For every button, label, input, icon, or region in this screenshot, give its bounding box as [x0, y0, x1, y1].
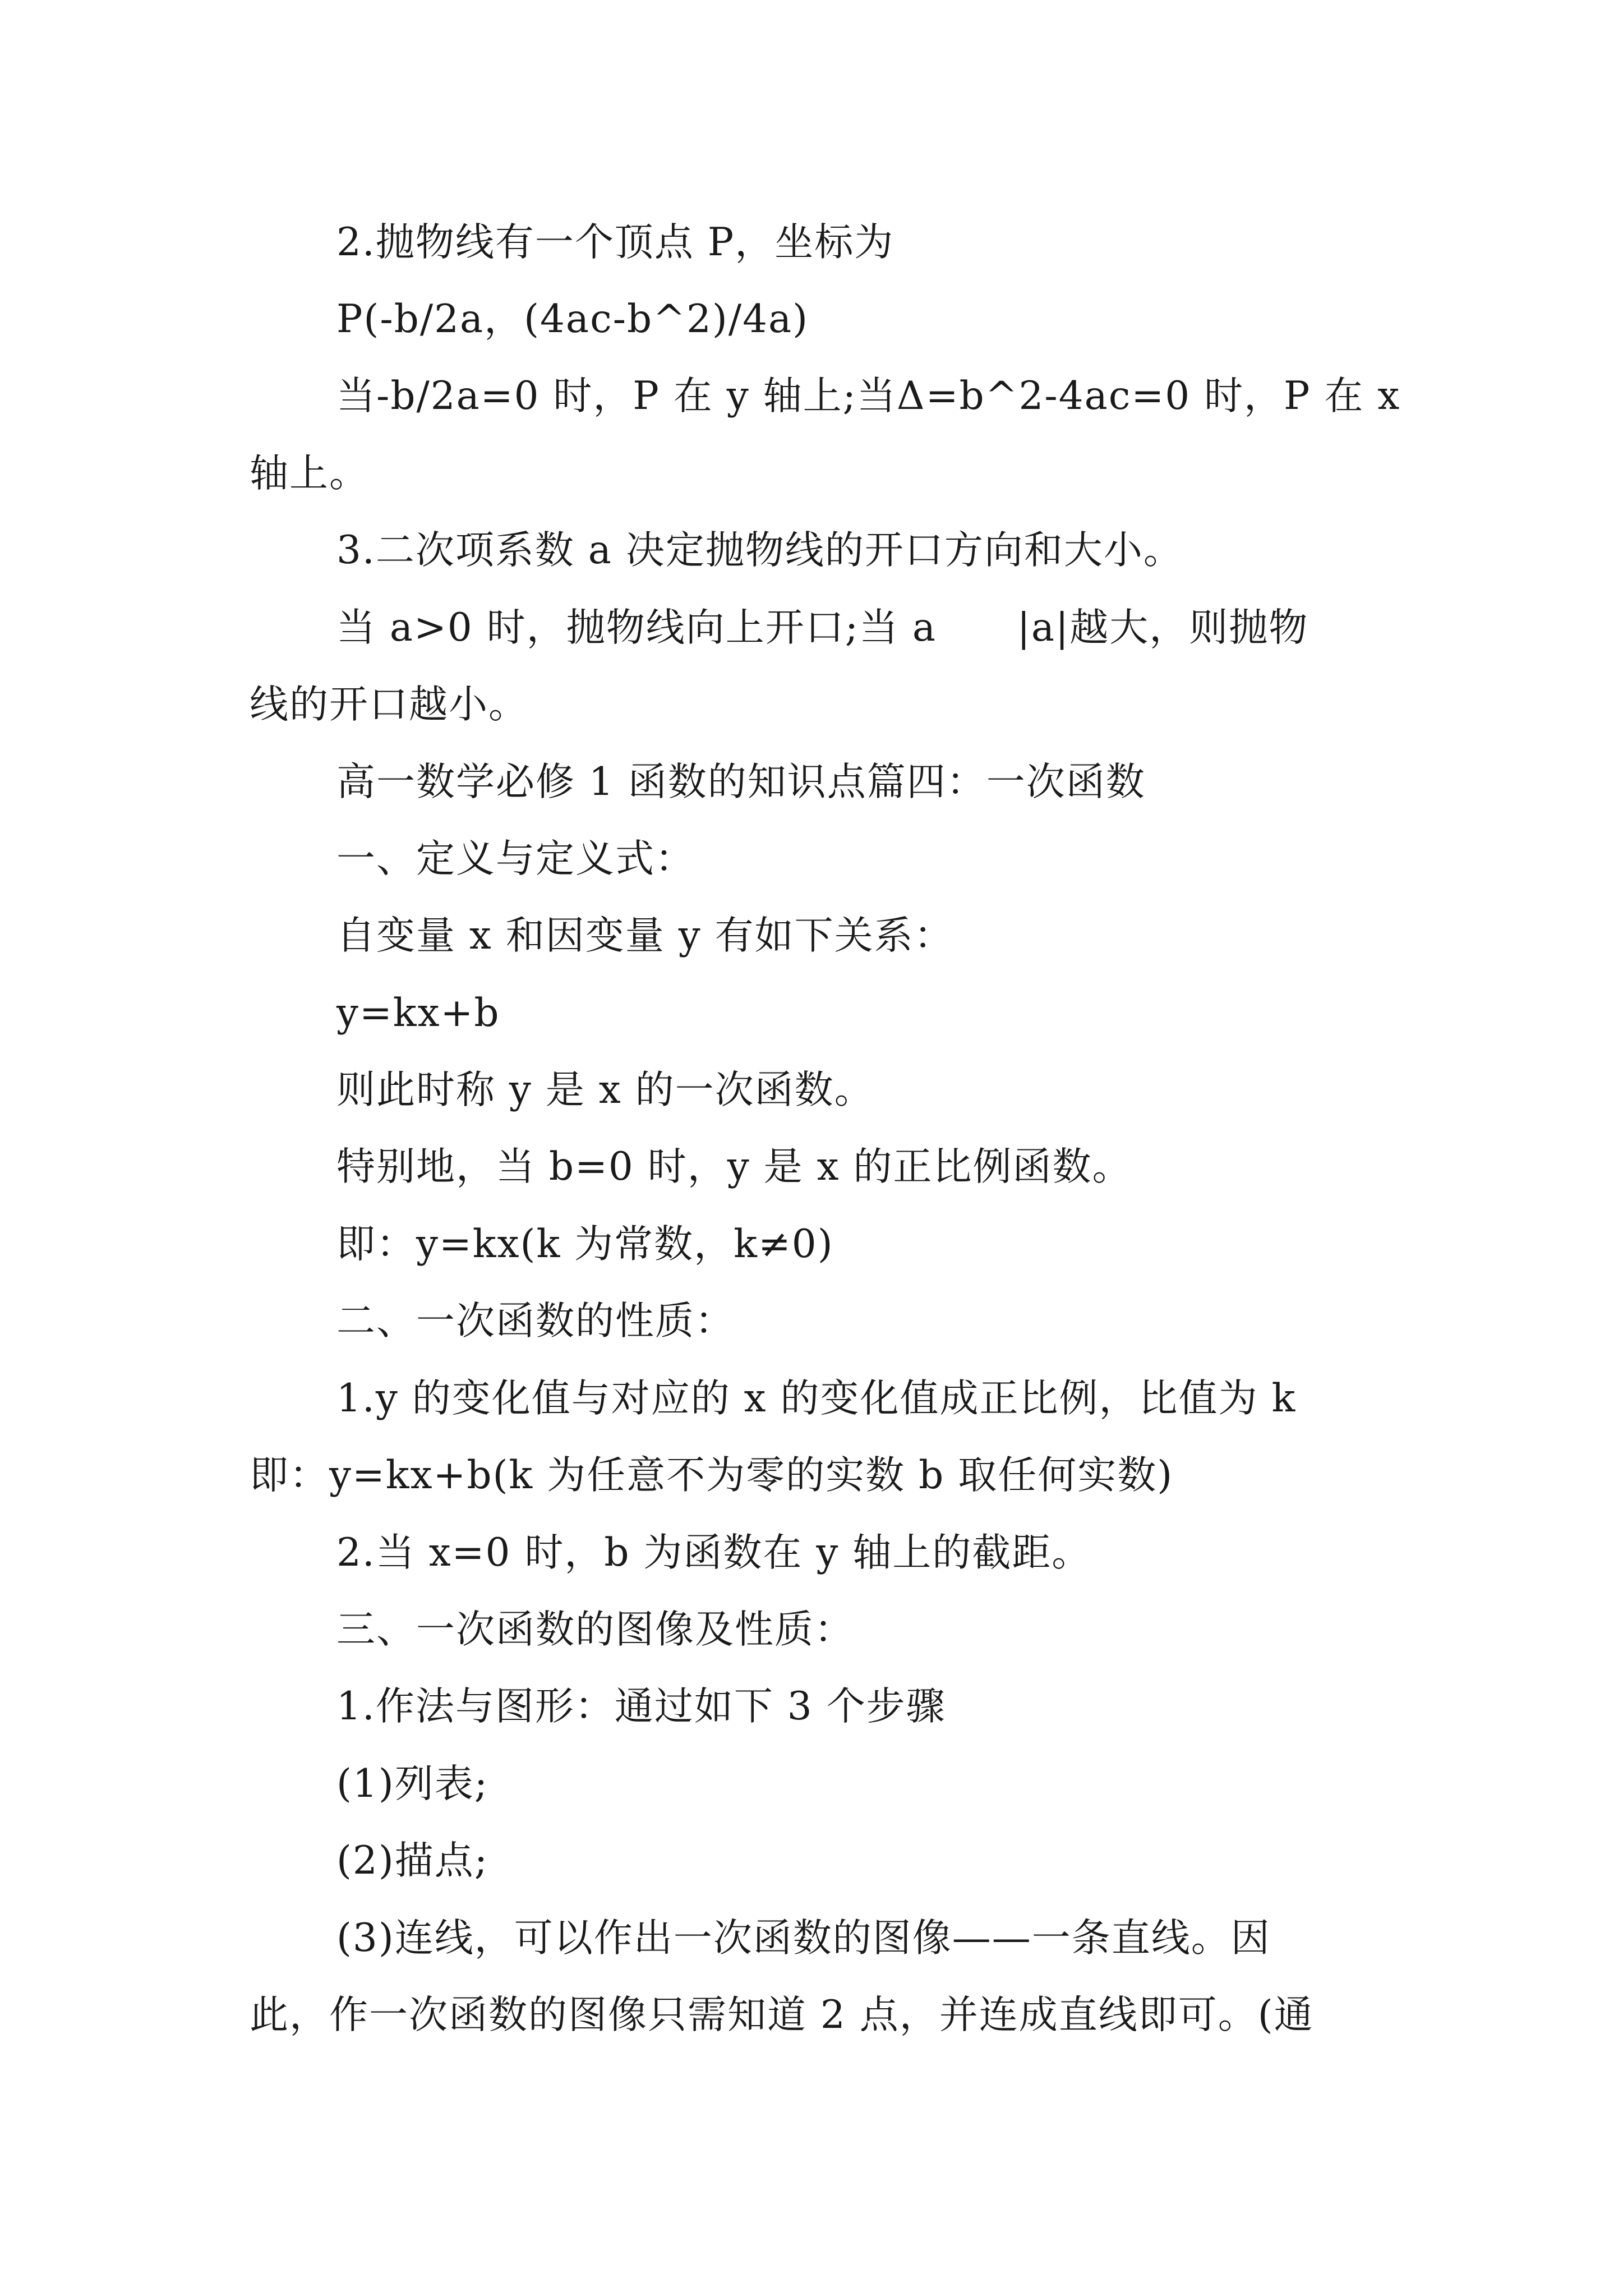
- text-line: 当 a>0 时，抛物线向上开口;当 a |a|越大，则抛物: [336, 605, 1309, 650]
- text-line: P(-b/2a，(4ac-b^2)/4a): [336, 297, 809, 342]
- text-line: (2)描点;: [336, 1838, 488, 1883]
- text-line: 自变量 x 和因变量 y 有如下关系：: [336, 913, 954, 958]
- text-line: 轴上。: [250, 451, 369, 496]
- text-line: 一、定义与定义式：: [336, 836, 695, 881]
- text-line: 二、一次函数的性质：: [336, 1299, 735, 1343]
- text-line: 特别地，当 b=0 时，y 是 x 的正比例函数。: [336, 1144, 1132, 1189]
- text-line: 3.二次项系数 a 决定抛物线的开口方向和大小。: [336, 528, 1183, 573]
- text-line: 2.抛物线有一个顶点 P，坐标为: [336, 220, 895, 265]
- text-line: 则此时称 y 是 x 的一次函数。: [336, 1068, 874, 1112]
- text-line: 1.作法与图形：通过如下 3 个步骤: [336, 1684, 946, 1729]
- text-line: (3)连线，可以作出一次函数的图像——一条直线。因: [336, 1916, 1271, 1961]
- text-line: 即：y=kx+b(k 为任意不为零的实数 b 取任何实数): [250, 1453, 1174, 1498]
- text-line: 此，作一次函数的图像只需知道 2 点，并连成直线即可。(通: [250, 1993, 1314, 2037]
- formula-line: y=kx+b: [336, 991, 500, 1036]
- text-line: 线的开口越小。: [250, 682, 528, 727]
- text-line: 当-b/2a=0 时，P 在 y 轴上;当Δ=b^2-4ac=0 时，P 在 x: [336, 374, 1401, 418]
- text-line: 2.当 x=0 时，b 为函数在 y 轴上的截距。: [336, 1530, 1092, 1575]
- section-heading: 高一数学必修 1 函数的知识点篇四：一次函数: [336, 760, 1146, 804]
- text-line: 1.y 的变化值与对应的 x 的变化值成正比例，比值为 k: [336, 1376, 1297, 1421]
- text-line: (1)列表;: [336, 1761, 488, 1806]
- text-line: 即：y=kx(k 为常数，k≠0): [336, 1222, 834, 1267]
- text-line: 三、一次函数的图像及性质：: [336, 1607, 854, 1652]
